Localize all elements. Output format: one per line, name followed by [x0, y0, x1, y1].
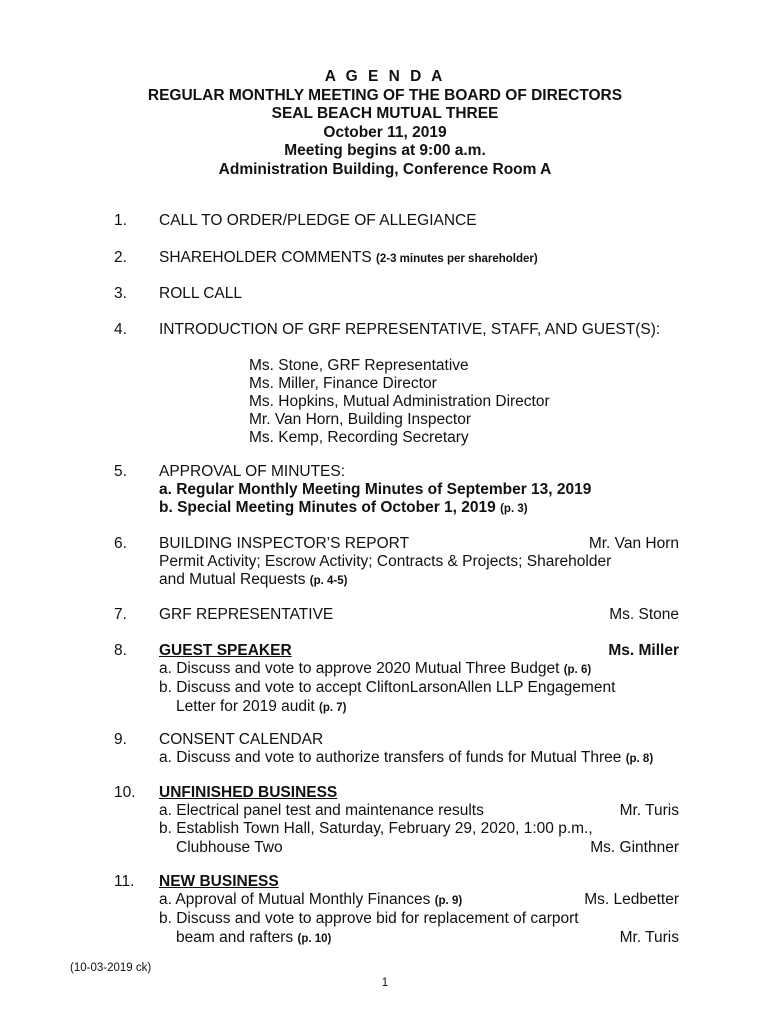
- item-title: APPROVAL OF MINUTES:: [159, 463, 346, 480]
- sub-item-a: a. Approval of Mutual Monthly Finances: [159, 891, 435, 909]
- presenter: Mr. Van Horn: [588, 535, 679, 552]
- page-number: 1: [381, 977, 389, 989]
- item-number: 1.: [114, 212, 127, 229]
- sub-item-b: b. Discuss and vote to accept CliftonLarsonAllen LLP Engagement: [159, 679, 616, 697]
- sub-item-b-cont: Letter for 2019 audit: [176, 697, 320, 715]
- attendee-list: [249, 357, 550, 447]
- item-number: 6.: [114, 535, 127, 552]
- item-number: 3.: [114, 285, 127, 302]
- sub-item-b: b. Establish Town Hall, Saturday, February 29, 2020, 1:00 p.m.,: [159, 820, 593, 838]
- presenter: Mr. Turis: [619, 802, 679, 820]
- attendee: Ms. Miller, Finance Director: [249, 375, 437, 392]
- item-number: 10.: [114, 784, 136, 801]
- item-number: 9.: [114, 731, 127, 748]
- item-detail: Permit Activity; Escrow Activity; Contracts & Projects; Shareholder: [159, 553, 612, 571]
- sub-item-a: a. Electrical panel test and maintenance results: [159, 802, 484, 820]
- sub-item-b-cont: Clubhouse Two: [176, 838, 283, 856]
- page-ref: (p. 3): [500, 503, 528, 516]
- item-title: INTRODUCTION OF GRF REPRESENTATIVE, STAFF, AND GUEST(S):: [159, 321, 661, 338]
- item-title: CONSENT CALENDAR: [159, 731, 324, 748]
- item-detail: and Mutual Requests: [159, 571, 310, 589]
- revision-code: (10-03-2019 ck): [70, 962, 152, 974]
- item-title: CALL TO ORDER/PLEDGE OF ALLEGIANCE: [159, 212, 477, 229]
- attendee: Ms. Hopkins, Mutual Administration Director: [249, 393, 550, 410]
- presenter: Mr. Turis: [619, 928, 679, 946]
- organization-name: SEAL BEACH MUTUAL THREE: [271, 105, 499, 122]
- item-number: 4.: [114, 321, 127, 338]
- item-title: BUILDING INSPECTOR’S REPORT: [159, 535, 410, 552]
- presenter: Ms. Ledbetter: [584, 891, 679, 909]
- sub-item-a: a. Discuss and vote to approve 2020 Mutual Three Budget: [159, 660, 564, 678]
- item-number: 5.: [114, 463, 127, 480]
- sub-item-b: b. Special Meeting Minutes of October 1, 2019: [159, 499, 501, 517]
- page-ref: (p. 10): [297, 932, 332, 945]
- item-title: UNFINISHED BUSINESS: [159, 784, 338, 801]
- sub-item-b-cont: beam and rafters: [176, 928, 298, 946]
- item-number: 7.: [114, 606, 127, 623]
- attendee: Mr. Van Horn, Building Inspector: [249, 411, 471, 428]
- sub-item-a: a. Discuss and vote to authorize transfers of funds for Mutual Three: [159, 749, 626, 767]
- item-number: 11.: [114, 873, 135, 890]
- item-title: GRF REPRESENTATIVE: [159, 606, 334, 623]
- item-number: 8.: [114, 642, 127, 659]
- sub-item-a: a. Regular Monthly Meeting Minutes of September 13, 2019: [159, 481, 592, 499]
- page-ref: (p. 4-5): [309, 575, 348, 588]
- meeting-location: Administration Building, Conference Room A: [218, 160, 552, 178]
- item-title: SHAREHOLDER COMMENTS: [159, 249, 377, 266]
- agenda-header: [0, 68, 770, 179]
- presenter: Ms. Miller: [608, 642, 679, 659]
- item-title: ROLL CALL: [159, 285, 242, 302]
- item-note: (2-3 minutes per shareholder): [376, 253, 538, 265]
- page-ref: (p. 8): [625, 753, 654, 766]
- meeting-time: Meeting begins at 9:00 a.m.: [284, 142, 486, 159]
- page-ref: (p. 7): [319, 701, 347, 714]
- page-ref: (p. 6): [563, 664, 592, 677]
- page-ref: (p. 9): [434, 895, 463, 908]
- item-title: NEW BUSINESS: [159, 873, 279, 890]
- attendee: Ms. Stone, GRF Representative: [249, 357, 469, 374]
- presenter: Ms. Stone: [609, 606, 679, 623]
- agenda-title: A G E N D A: [324, 68, 446, 85]
- presenter: Ms. Ginthner: [590, 838, 679, 856]
- item-number: 2.: [114, 249, 127, 266]
- meeting-name: REGULAR MONTHLY MEETING OF THE BOARD OF DIRECTORS: [147, 86, 623, 104]
- meeting-date: October 11, 2019: [323, 123, 447, 141]
- attendee: Ms. Kemp, Recording Secretary: [249, 429, 469, 446]
- sub-item-b: b. Discuss and vote to approve bid for replacement of carport: [159, 910, 579, 928]
- item-title: GUEST SPEAKER: [159, 642, 292, 659]
